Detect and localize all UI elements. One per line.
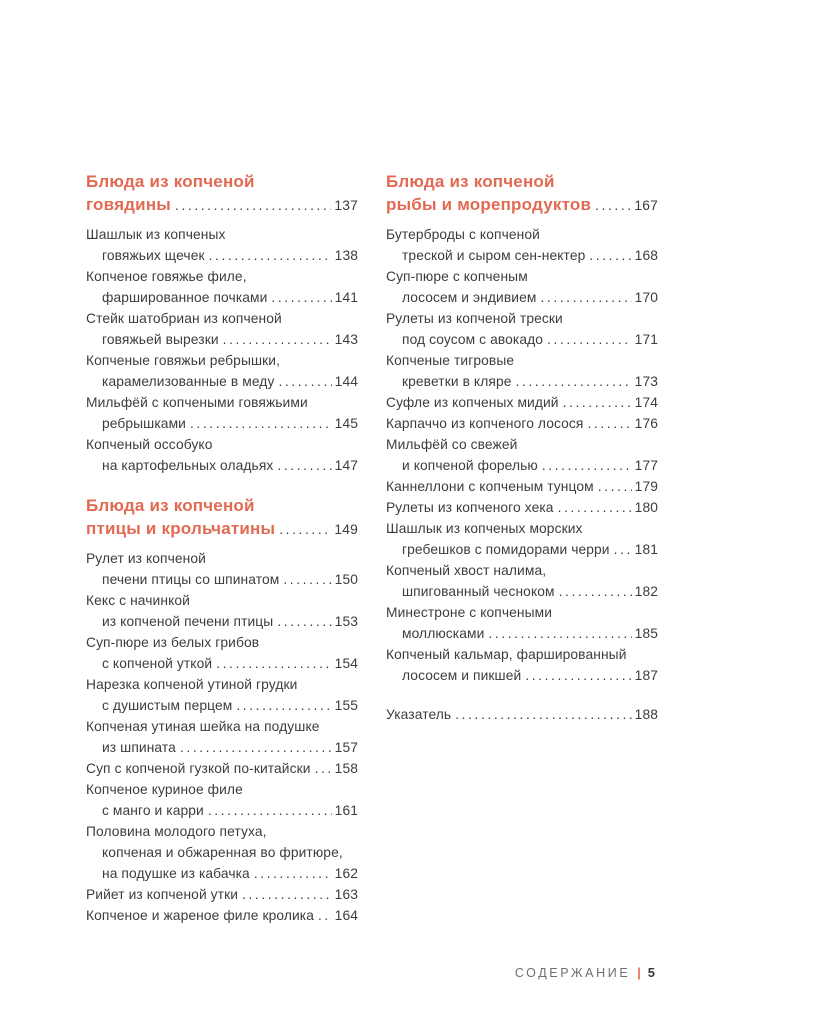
dot-leader (283, 569, 331, 590)
page-number: 158 (334, 761, 358, 776)
entry-line: Суп-пюре с копченым (386, 269, 528, 284)
entry-line: Копченый хвост налима, (386, 563, 547, 578)
dot-leader (563, 392, 632, 413)
toc-entry (86, 821, 358, 884)
entry-line: Минестроне с копчеными (386, 605, 553, 620)
entry-line (386, 392, 658, 413)
entry-line (386, 476, 658, 497)
toc-entry (86, 779, 358, 821)
dot-leader (595, 193, 631, 217)
page-number: 164 (334, 908, 358, 923)
dot-leader (223, 329, 332, 350)
dot-leader (277, 455, 331, 476)
page-number: 176 (634, 416, 658, 431)
dot-leader (318, 905, 332, 926)
entry-text: Суп с копченой гузкой по-китайски (86, 761, 311, 776)
entry-line: Половина молодого петуха, (86, 824, 267, 839)
entry-line (86, 455, 358, 476)
dot-leader (209, 245, 332, 266)
toc-column-1 (86, 170, 358, 926)
toc-entry (386, 476, 658, 497)
entry-text: Рийет из копченой утки (86, 887, 239, 902)
entry-text: печени птицы со шпинатом (102, 572, 280, 587)
section-heading (86, 170, 358, 217)
heading-line (86, 517, 358, 541)
entry-text: Рулеты из копченого хека (386, 500, 554, 515)
entry-text: Копченое и жареное филе кролика (86, 908, 314, 923)
heading-line (386, 193, 658, 217)
entry-line (386, 287, 658, 308)
dot-leader (598, 476, 632, 497)
page-number: 162 (334, 866, 358, 881)
page-number: 180 (634, 500, 658, 515)
page-number: 143 (334, 332, 358, 347)
toc-entry (86, 392, 358, 434)
entry-line (386, 539, 658, 560)
toc-entry (386, 434, 658, 476)
page-number: 181 (634, 542, 658, 557)
toc-entry (386, 266, 658, 308)
page-number: 137 (334, 198, 358, 213)
toc-entry (386, 518, 658, 560)
toc-entry (86, 716, 358, 758)
entry-line: Копченое куриное филе (86, 782, 243, 797)
entry-line (86, 800, 358, 821)
page-number: 153 (334, 614, 358, 629)
entry-text: шпигованный чесноком (402, 584, 555, 599)
entry-line: Стейк шатобриан из копченой (86, 311, 282, 326)
entry-text: говяжьих щечек (102, 248, 205, 263)
dot-leader (558, 497, 632, 518)
entry-line (86, 863, 358, 884)
toc-section (386, 170, 658, 686)
page-number: 177 (634, 458, 658, 473)
toc-entry (386, 644, 658, 686)
entry-line: копченая и обжаренная во фритюре, (102, 845, 343, 860)
entry-line (86, 695, 358, 716)
dot-leader (180, 737, 332, 758)
entry-line: Бутерброды с копченой (386, 227, 540, 242)
toc-entry (386, 308, 658, 350)
page-number: 171 (634, 332, 658, 347)
toc-entry (86, 350, 358, 392)
page-number: 161 (334, 803, 358, 818)
page-number: 170 (634, 290, 658, 305)
entry-text: из копченой печени птицы (102, 614, 274, 629)
heading-line: Блюда из копченой (86, 496, 255, 515)
entry-text: треской и сыром сен-нектер (402, 248, 586, 263)
page-number: 154 (334, 656, 358, 671)
entry-text: на подушке из кабачка (102, 866, 250, 881)
entry-text: Суфле из копченых мидий (386, 395, 559, 410)
entry-text: креветки в кляре (402, 374, 512, 389)
entry-text: Карпаччо из копченого лосося (386, 416, 584, 431)
section-heading (386, 170, 658, 217)
entry-line (386, 581, 658, 602)
entry-text: гребешков с помидорами черри (402, 542, 610, 557)
toc-entry (386, 560, 658, 602)
entry-line (86, 245, 358, 266)
page-number: 168 (634, 248, 658, 263)
dot-leader (242, 884, 332, 905)
entry-text: с душистым перцем (102, 698, 233, 713)
page-number: 182 (634, 584, 658, 599)
footer-separator: | (637, 966, 641, 980)
entry-line: Копченое говяжье филе, (86, 269, 247, 284)
entry-line (386, 497, 658, 518)
dot-leader (540, 287, 631, 308)
page-number: 188 (634, 707, 658, 722)
page-number: 144 (334, 374, 358, 389)
entry-text: лососем и пикшей (402, 668, 522, 683)
page-number: 187 (634, 668, 658, 683)
toc-entry (86, 308, 358, 350)
entry-line: Шашлык из копченых (86, 227, 226, 242)
heading-line: Блюда из копченой (86, 172, 255, 191)
entry-line (86, 905, 358, 926)
entry-text: Каннеллони с копченым тунцом (386, 479, 594, 494)
toc-section (386, 704, 658, 725)
page-number: 149 (334, 522, 358, 537)
dot-leader (614, 539, 632, 560)
toc-entry (86, 632, 358, 674)
dot-leader (559, 581, 632, 602)
toc-entry (86, 905, 358, 926)
page-number: 163 (334, 887, 358, 902)
dot-leader (175, 193, 331, 217)
toc-content (86, 170, 658, 926)
page-number: 167 (634, 198, 658, 213)
dot-leader (516, 371, 632, 392)
entry-line (86, 758, 358, 779)
page-number: 138 (334, 248, 358, 263)
page-number: 145 (334, 416, 358, 431)
entry-line: Кекс с начинкой (86, 593, 190, 608)
page-footer (515, 965, 655, 980)
entry-text: из шпината (102, 740, 176, 755)
toc-entry (86, 674, 358, 716)
toc-entry (386, 392, 658, 413)
dot-leader (455, 704, 631, 725)
entry-line (86, 287, 358, 308)
entry-line (86, 371, 358, 392)
toc-entry (386, 704, 658, 725)
dot-leader (279, 517, 331, 541)
entry-line (386, 413, 658, 434)
entry-text: ребрышками (102, 416, 186, 431)
entry-line (386, 665, 658, 686)
toc-entry (86, 224, 358, 266)
dot-leader (208, 800, 332, 821)
heading-text: птицы и крольчатины (86, 519, 276, 538)
heading-line: Блюда из копченой (386, 172, 555, 191)
toc-entry (386, 350, 658, 392)
toc-entry (86, 590, 358, 632)
toc-entry (386, 602, 658, 644)
entry-line (86, 884, 358, 905)
toc-section (86, 494, 358, 926)
entry-line: Копченый оссобуко (86, 437, 213, 452)
dot-leader (277, 611, 331, 632)
entry-text: карамелизованные в меду (102, 374, 275, 389)
toc-entry (86, 758, 358, 779)
dot-leader (271, 287, 331, 308)
dot-leader (315, 758, 332, 779)
section-heading (86, 494, 358, 541)
entry-line: Шашлык из копченых морских (386, 521, 583, 536)
entry-line: Копченые тигровые (386, 353, 515, 368)
dot-leader (547, 329, 632, 350)
entry-line (386, 371, 658, 392)
page-number: 179 (634, 479, 658, 494)
footer-section-label: СОДЕРЖАНИЕ (514, 966, 631, 980)
page-number: 157 (334, 740, 358, 755)
page-number: 174 (634, 395, 658, 410)
entry-line: Суп-пюре из белых грибов (86, 635, 260, 650)
dot-leader (236, 695, 331, 716)
footer-page-number: 5 (647, 965, 655, 980)
page-number: 147 (334, 458, 358, 473)
entry-line: Нарезка копченой утиной грудки (86, 677, 298, 692)
entry-line (86, 737, 358, 758)
toc-column-2 (386, 170, 658, 725)
entry-text: с копченой уткой (102, 656, 213, 671)
dot-leader (278, 371, 331, 392)
entry-text: лососем и эндивием (402, 290, 537, 305)
dot-leader (525, 665, 631, 686)
entry-text: Указатель (386, 707, 452, 722)
page-number: 173 (634, 374, 658, 389)
entry-line (386, 455, 658, 476)
toc-entry (86, 548, 358, 590)
entry-line (86, 611, 358, 632)
heading-line (86, 193, 358, 217)
entry-line: Копченый кальмар, фаршированный (386, 647, 627, 662)
entry-text: фаршированное почками (102, 290, 268, 305)
entry-line (386, 329, 658, 350)
page-number: 185 (634, 626, 658, 641)
entry-line (86, 653, 358, 674)
entry-line: Мильфёй со свежей (386, 437, 518, 452)
page-number: 155 (334, 698, 358, 713)
entry-line (386, 245, 658, 266)
entry-line: Мильфёй с копчеными говяжьими (86, 395, 308, 410)
toc-entry (86, 884, 358, 905)
toc-entry (386, 497, 658, 518)
toc-entry (86, 266, 358, 308)
toc-entry (86, 434, 358, 476)
entry-line: Копченая утиная шейка на подушке (86, 719, 320, 734)
entry-line: Рулет из копченой (86, 551, 206, 566)
entry-text: с манго и карри (102, 803, 204, 818)
dot-leader (542, 455, 632, 476)
toc-entry (386, 224, 658, 266)
heading-text: говядины (86, 195, 172, 214)
entry-text: на картофельных оладьях (102, 458, 274, 473)
entry-text: и копченой форелью (402, 458, 538, 473)
heading-text: рыбы и морепродуктов (386, 195, 592, 214)
toc-entry (386, 413, 658, 434)
dot-leader (589, 245, 631, 266)
dot-leader (216, 653, 332, 674)
page-number: 141 (334, 290, 358, 305)
dot-leader (587, 413, 631, 434)
dot-leader (190, 413, 332, 434)
entry-line (386, 623, 658, 644)
entry-line (86, 569, 358, 590)
entry-line: Рулеты из копченой трески (386, 311, 563, 326)
toc-section (86, 170, 358, 476)
entry-line (86, 413, 358, 434)
entry-text: говяжьей вырезки (102, 332, 219, 347)
entry-line (386, 704, 658, 725)
dot-leader (488, 623, 631, 644)
entry-line: Копченые говяжьи ребрышки, (86, 353, 281, 368)
entry-line (86, 329, 358, 350)
page-number: 150 (334, 572, 358, 587)
entry-text: под соусом с авокадо (402, 332, 544, 347)
dot-leader (254, 863, 332, 884)
entry-text: моллюсками (402, 626, 485, 641)
